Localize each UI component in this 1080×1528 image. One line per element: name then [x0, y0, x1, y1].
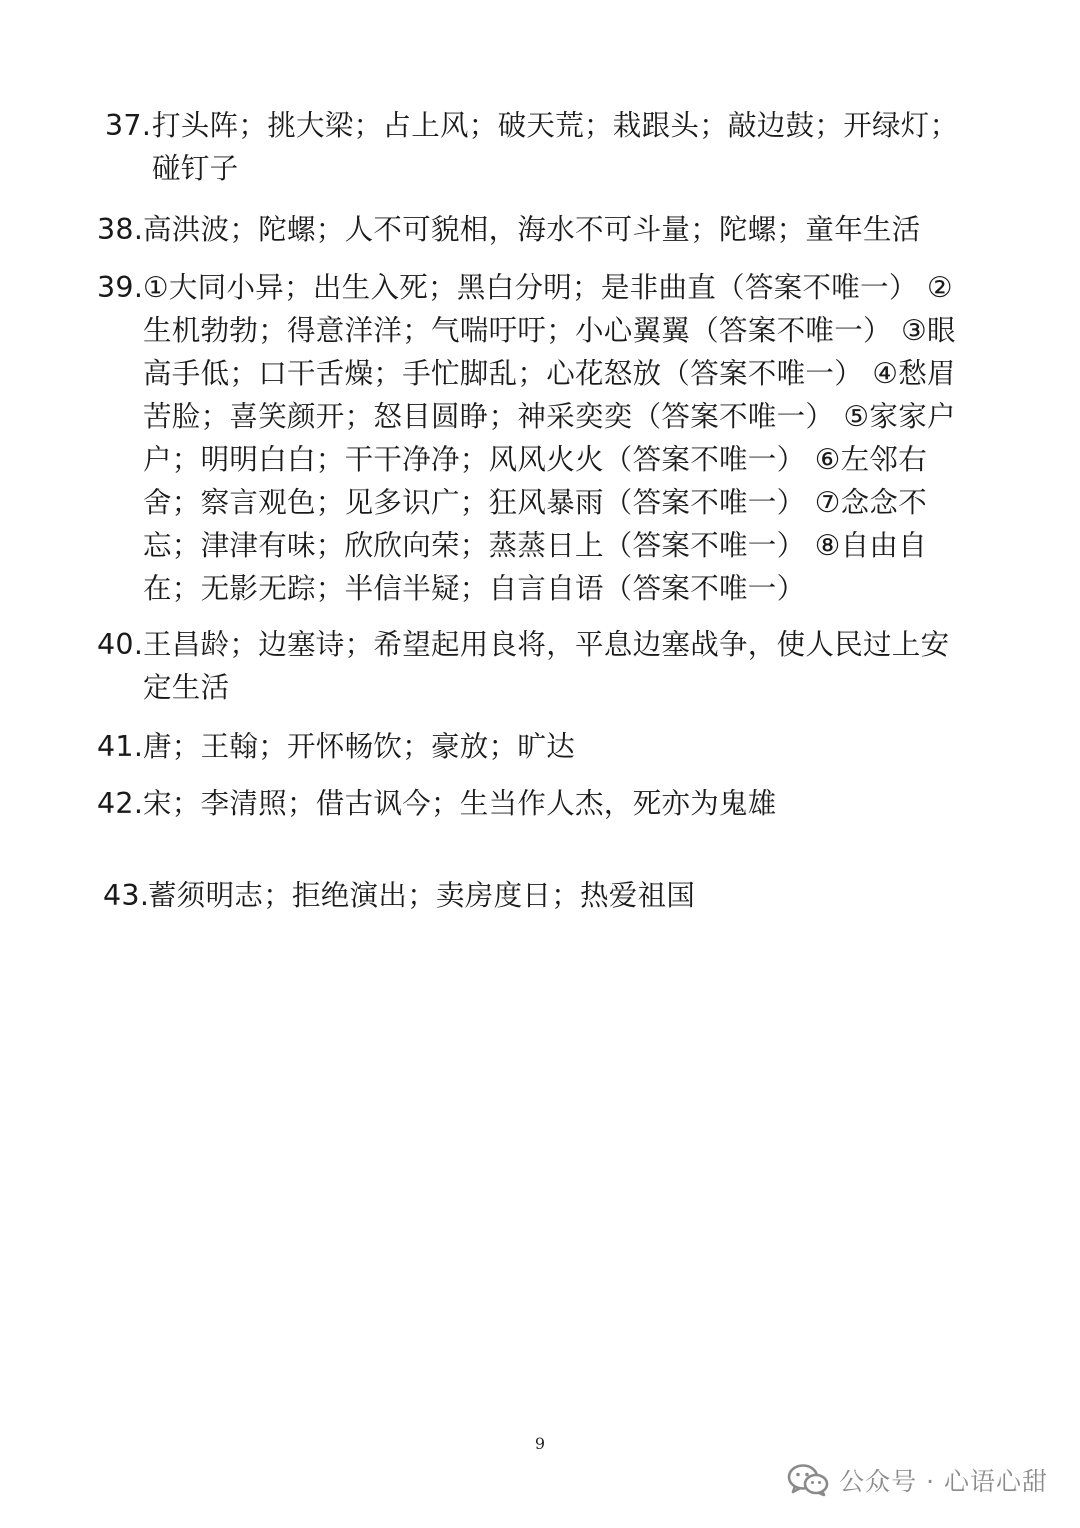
- wechat-icon: [787, 1463, 829, 1497]
- answer-text: 打头阵；挑大梁；占上风；破天荒；栽跟头；敲边鼓；开绿灯；碰钉子: [152, 109, 959, 185]
- answer-number: 37.: [105, 109, 152, 142]
- answer-text: 高洪波；陀螺；人不可貌相，海水不可斗量；陀螺；童年生活: [143, 213, 921, 246]
- answer-item-42: [97, 782, 967, 825]
- answer-item-41: [97, 725, 967, 768]
- answer-text: 王昌龄；边塞诗；希望起用良将，平息边塞战争，使人民过上安定生活: [143, 628, 950, 704]
- answer-item-38: [97, 208, 967, 251]
- answer-item-43: [103, 874, 973, 917]
- answer-text: 宋；李清照；借古讽今；生当作人杰，死亦为鬼雄: [143, 787, 777, 820]
- answer-item-40: [97, 623, 967, 709]
- answer-number: 39.: [97, 271, 144, 304]
- watermark-text: 公众号 · 心语心甜: [839, 1467, 1048, 1496]
- answer-text: 蓄须明志；拒绝演出；卖房度日；热爱祖国: [148, 879, 696, 912]
- answer-number: 42.: [97, 787, 144, 820]
- answer-number: 38.: [97, 213, 144, 246]
- watermark: [787, 1462, 1048, 1498]
- page-number: 9: [534, 1434, 546, 1453]
- answer-text: 唐；王翰；开怀畅饮；豪放；旷达: [143, 730, 576, 763]
- answer-number: 41.: [97, 730, 144, 763]
- answer-text: ①大同小异；出生入死；黑白分明；是非曲直（答案不唯一） ②生机勃勃；得意洋洋；气喘吁吁；小心翼翼（答案不唯一） ③眼高手低；口干舌燥；手忙脚乱；心花怒放（答案不唯一） ④愁眉苦脸；喜笑颜开；怒目圆睁；神采奕奕（答案不唯一） ⑤家家户户；明明白白；干干净净；风风火火（答案不唯一） ⑥左邻右舍；察言观色；见多识广；狂风暴雨（答案不唯一） ⑦念念不忘；津津有味；欣欣向荣；蒸蒸日上（答案不唯一） ⑧自由自在；无影无踪；半信半疑；自言自语（答案不唯一）: [143, 271, 956, 605]
- answer-number: 43.: [103, 879, 150, 912]
- answer-number: 40.: [97, 628, 144, 661]
- answer-item-37: [105, 104, 965, 190]
- answer-item-39: [97, 266, 967, 610]
